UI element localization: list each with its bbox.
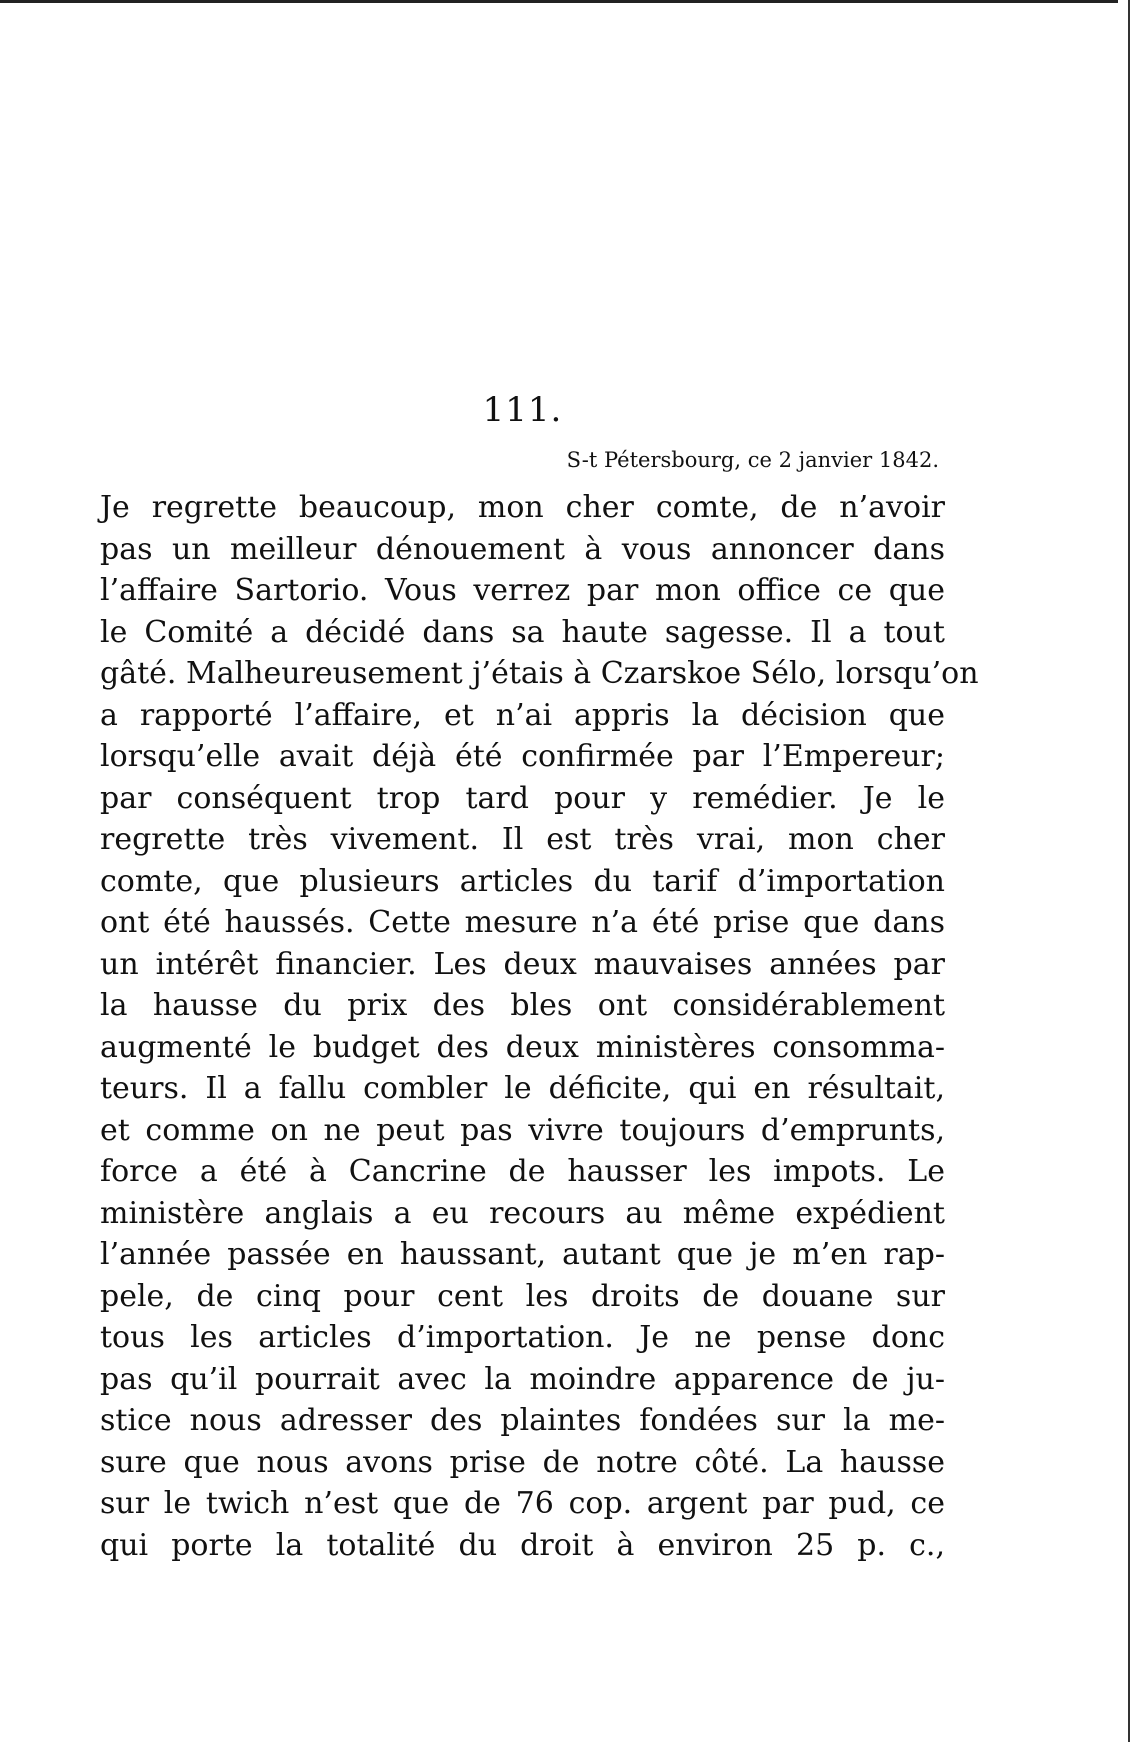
text-line: l’affaire Sartorio. Vous verrez par mon office ce que bbox=[100, 573, 945, 608]
top-border-line bbox=[0, 0, 1118, 3]
text-line: le Comité a décidé dans sa haute sagesse. Il a tout bbox=[100, 614, 945, 650]
text-line: comte, que plusieurs articles du tarif d’importation bbox=[100, 863, 945, 899]
text-line: Je regrette beaucoup, mon cher comte, de n’avoir bbox=[100, 490, 945, 525]
section-number: 111. bbox=[482, 390, 563, 430]
text-line: gâté. Malheureusement j’étais à Czarskoe Sélo, lorsqu’on bbox=[100, 656, 979, 691]
text-line: augmenté le budget des deux ministères consomma- bbox=[100, 1029, 945, 1065]
text-line: sure que nous avons prise de notre côté. La hausse bbox=[100, 1444, 945, 1480]
letter-dateline: S-t Pétersbourg, ce 2 janvier 1842. bbox=[566, 448, 939, 472]
text-line: et comme on ne peut pas vivre toujours d’emprunts, bbox=[100, 1112, 945, 1148]
text-line: sur le twich n’est que de 76 cop. argent par pud, ce bbox=[100, 1486, 945, 1521]
text-line: ministère anglais a eu recours au même expédient bbox=[100, 1195, 945, 1231]
text-line: regrette très vivement. Il est très vrai, mon cher bbox=[100, 822, 945, 857]
text-line: pas qu’il pourrait avec la moindre apparence de ju- bbox=[100, 1361, 945, 1397]
text-line: ont été haussés. Cette mesure n’a été prise que dans bbox=[100, 905, 945, 940]
text-line: l’année passée en haussant, autant que je m’en rap- bbox=[100, 1237, 945, 1272]
text-line: lorsqu’elle avait déjà été confirmée par l’Empereur; bbox=[100, 739, 945, 774]
text-line: par conséquent trop tard pour y remédier. Je le bbox=[100, 780, 945, 816]
letter-body bbox=[100, 487, 979, 1566]
text-line: qui porte la totalité du droit à environ 25 p. c., bbox=[100, 1527, 945, 1563]
text-line: teurs. Il a fallu combler le déficite, qui en résultait, bbox=[100, 1071, 945, 1106]
text-line: la hausse du prix des bles ont considérablement bbox=[100, 988, 945, 1023]
text-line: pele, de cinq pour cent les droits de douane sur bbox=[100, 1278, 945, 1314]
right-border-line bbox=[1128, 0, 1130, 1742]
text-line: pas un meilleur dénouement à vous annoncer dans bbox=[100, 531, 945, 567]
text-line: a rapporté l’affaire, et n’ai appris la décision que bbox=[100, 697, 945, 733]
text-line: un intérêt financier. Les deux mauvaises années par bbox=[100, 946, 945, 982]
text-line: tous les articles d’importation. Je ne pense donc bbox=[100, 1320, 945, 1355]
text-line: stice nous adresser des plaintes fondées sur la me- bbox=[100, 1403, 945, 1438]
text-line: force a été à Cancrine de hausser les impots. Le bbox=[100, 1154, 945, 1189]
